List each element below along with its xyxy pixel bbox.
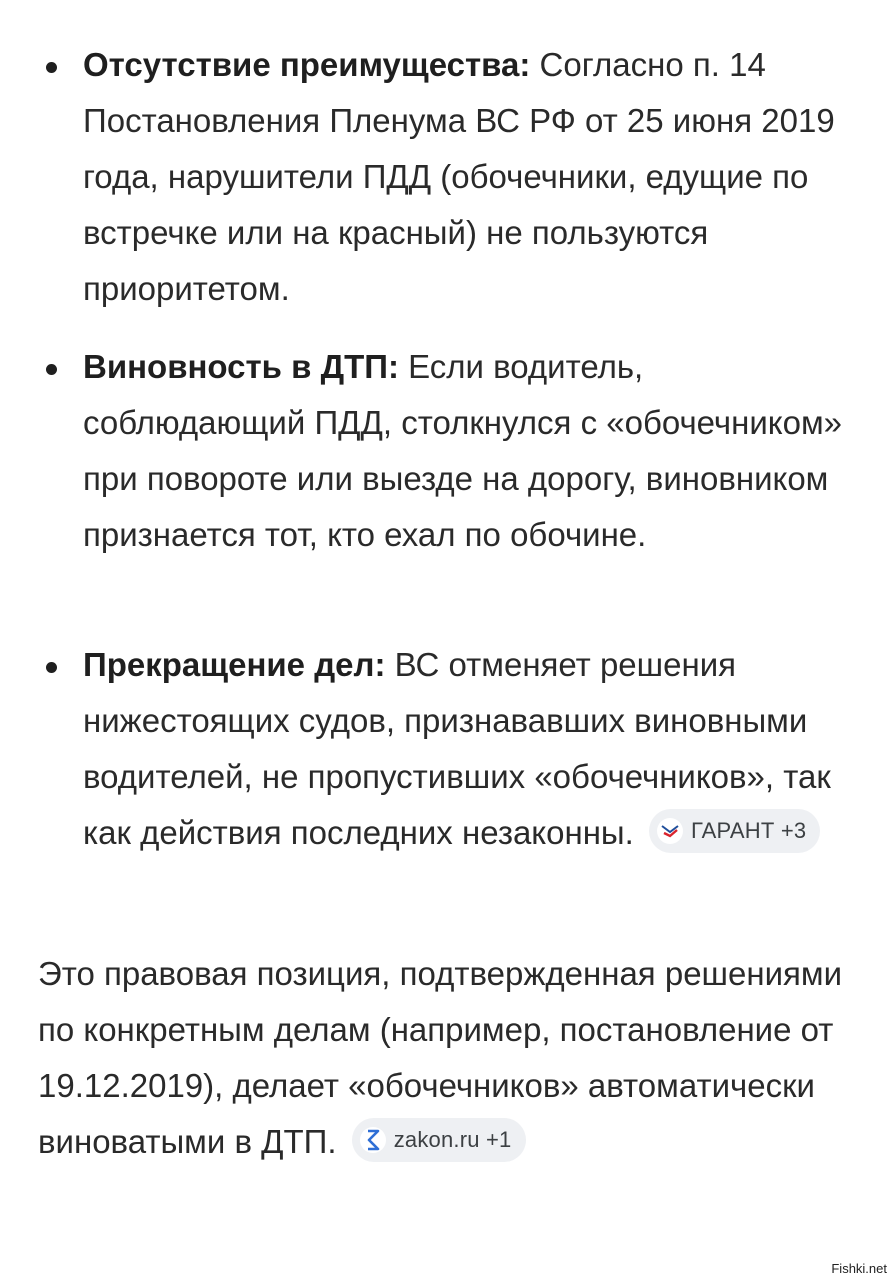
source-chip-garant[interactable] [649,809,820,853]
source-chip-zakon[interactable] [352,1118,526,1162]
bullet-heading: Виновность в ДТП: [83,348,399,385]
bullet-text [83,637,873,861]
garant-logo-icon [657,818,683,844]
bullet-body: ВС отменяет решения нижестоящих судов, признававших виновными водителей, не пропустивших «обочечников», так как действия последних незаконны. [83,646,831,851]
bullet-body: Если водитель, соблюдающий ПДД, столкнулся с «обочечником» при повороте или выезде на дорогу, виновником признается тот, кто ехал по обочине. [83,348,842,553]
source-chip-label: zakon.ru +1 [393,1127,512,1153]
source-chip-label: ГАРАНТ +3 [690,818,807,844]
bullet-text [83,37,873,317]
summary-paragraph [38,946,878,1170]
bullet-text [83,339,873,563]
bullet-body: Согласно п. 14 Постановления Пленума ВС РФ от 25 июня 2019 года, нарушители ПДД (обочечники, едущие по встречке или на красный) не пользуются приоритетом. [83,46,835,307]
bullet-dot [46,662,57,673]
zakon-logo-icon [360,1127,386,1153]
bullet-heading: Прекращение дел: [83,646,386,683]
summary-text: Это правовая позиция, подтвержденная решениями по конкретным делам (например, постановление от 19.12.2019), делает «обочечников» автоматически виноватыми в ДТП. [38,955,843,1160]
bullet-dot [46,62,57,73]
bullet-heading: Отсутствие преимущества: [83,46,531,83]
watermark: Fishki.net [831,1261,887,1276]
bullet-dot [46,364,57,375]
